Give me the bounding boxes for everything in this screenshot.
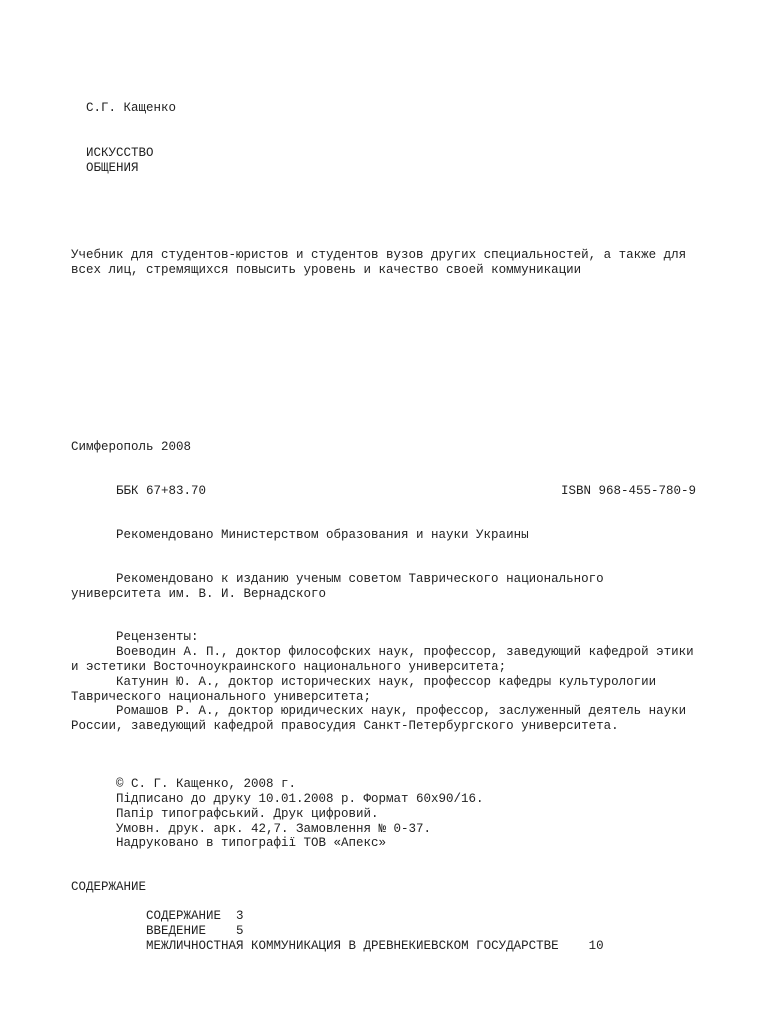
reviewer-1-line-1: Воеводин А. П., доктор философских наук, профессор, заведующий кафедрой этики (116, 645, 694, 659)
recommendation-council-line-2: университета им. В. И. Вернадского (71, 587, 327, 601)
toc-entry-page: 5 (236, 924, 244, 938)
book-title-line-2: ОБЩЕНИЯ (86, 161, 139, 175)
author-name: С.Г. Кащенко (86, 101, 177, 115)
book-title-line-1: ИСКУССТВО (86, 146, 154, 160)
contents-heading: СОДЕРЖАНИЕ (71, 880, 147, 894)
bbk-code: ББК 67+83.70 (116, 484, 207, 498)
reviewer-2-line-1: Катунин Ю. А., доктор исторических наук, профессор кафедры культурологии (116, 675, 657, 689)
print-signed-line: Підписано до друку 10.01.2008 р. Формат 60х90/16. (116, 792, 484, 806)
reviewers-label: Рецензенты: (116, 630, 199, 644)
toc-entry-page: 10 (588, 939, 604, 953)
printed-at-line: Надруковано в типографії ТОВ «Апекс» (116, 836, 387, 850)
toc-entry-label: СОДЕРЖАНИЕ (146, 909, 222, 923)
reviewer-2-line-2: Таврического национального университета; (71, 690, 372, 704)
toc-entry-page: 3 (236, 909, 244, 923)
reviewer-1-line-2: и эстетики Восточноукраинского национального университета; (71, 660, 507, 674)
subtitle-line-1: Учебник для студентов-юристов и студентов вузов других специальностей, а также для (71, 248, 687, 262)
toc-entry-label: МЕЖЛИЧНОСТНАЯ КОММУНИКАЦИЯ В ДРЕВНЕКИЕВСКОМ ГОСУДАРСТВЕ (146, 939, 559, 953)
city-year: Симферополь 2008 (71, 440, 192, 454)
reviewer-3-line-1: Ромашов Р. А., доктор юридических наук, профессор, заслуженный деятель науки (116, 704, 687, 718)
copyright-line: © С. Г. Кащенко, 2008 г. (116, 777, 297, 791)
reviewer-3-line-2: России, заведующий кафедрой правосудия Санкт-Петербургского университета. (71, 719, 619, 733)
sheets-line: Умовн. друк. арк. 42,7. Замовлення № 0-37. (116, 822, 432, 836)
toc-entry[interactable] (116, 924, 604, 969)
recommendation-council-line-1: Рекомендовано к изданию ученым советом Таврического национального (116, 572, 604, 586)
recommendation-ministry: Рекомендовано Министерством образования и науки Украины (116, 528, 529, 542)
paper-line: Папір типографський. Друк цифровий. (116, 807, 379, 821)
isbn-code: ISBN 968-455-780-9 (561, 484, 697, 498)
toc-entry-label: ВВЕДЕНИЕ (146, 924, 207, 938)
subtitle-line-2: всех лиц, стремящихся повысить уровень и качество своей коммуникации (71, 263, 582, 277)
